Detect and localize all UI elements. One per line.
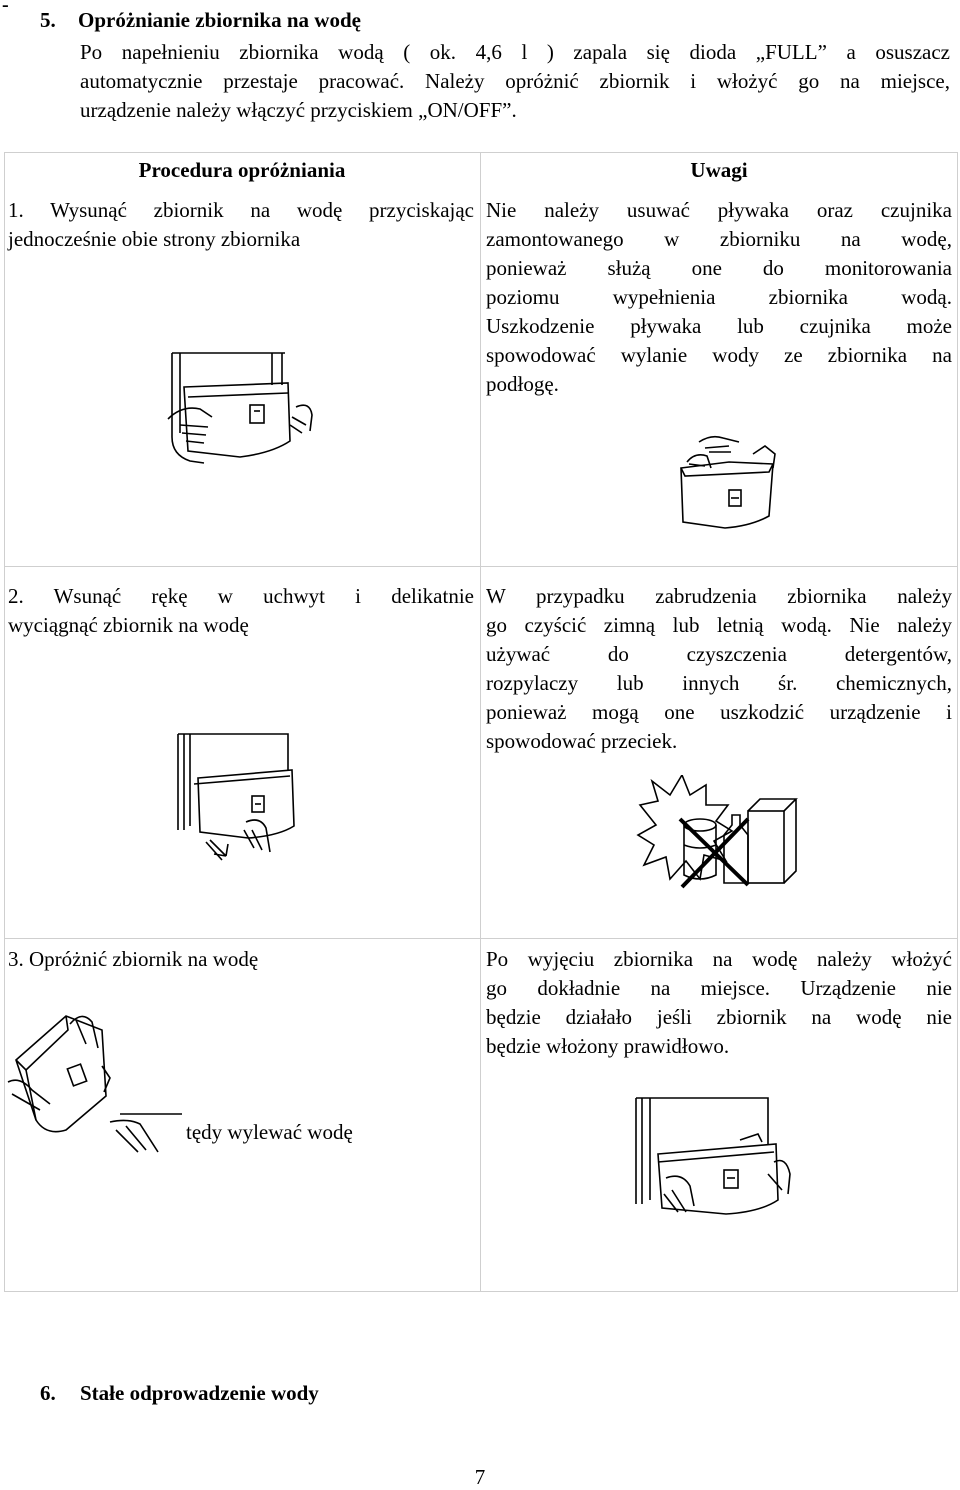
cell-line: podłogę.	[486, 372, 559, 396]
table-border-top	[4, 152, 958, 153]
cell-line: go dokładnie na miejsce. Urządzenie nie	[486, 976, 952, 1000]
row-2-procedure	[8, 582, 474, 640]
table-border-bottom	[4, 1291, 958, 1292]
cell-line: rozpylaczy lub innych śr. chemicznych,	[486, 671, 952, 695]
cell-line: spowodować przeciek.	[486, 729, 678, 753]
table-divider-vertical	[480, 152, 481, 1292]
illustration-pull-tank	[160, 345, 330, 470]
cell-line: Po wyjęciu zbiornika na wodę należy włożyć	[486, 947, 952, 971]
intro-paragraph	[80, 38, 950, 125]
cell-line: spowodować wylanie wody ze zbiornika na	[486, 343, 952, 367]
table-row-divider	[4, 938, 958, 939]
section-number: 6.	[40, 1381, 56, 1405]
row-2-notes	[486, 582, 952, 756]
cell-line: Nie należy usuwać pływaka oraz czujnika	[486, 198, 952, 222]
illustration-insert-tank	[628, 1094, 798, 1234]
illustration-tank-float	[665, 428, 795, 533]
cell-line: 1. Wysunąć zbiornik na wodę przyciskając	[8, 198, 474, 222]
table-header-notes: Uwagi	[690, 158, 748, 182]
cell-line: ponieważ służą one do monitorowania	[486, 256, 952, 280]
section-5-title	[40, 8, 361, 33]
pour-caption: tędy wylewać wodę	[186, 1120, 353, 1144]
table-row-divider	[4, 566, 958, 567]
row-3-notes	[486, 945, 952, 1061]
cell-line: 2. Wsunąć rękę w uchwyt i delikatnie	[8, 584, 474, 608]
section-6-title	[40, 1381, 319, 1406]
cell-line: W przypadku zabrudzenia zbiornika należy	[486, 584, 952, 608]
section-number: 5.	[40, 8, 56, 32]
cell-line: jednocześnie obie strony zbiornika	[8, 227, 301, 251]
table-border-left	[4, 152, 5, 1292]
table-header-procedure: Procedura opróżniania	[138, 158, 346, 182]
intro-line: Po napełnieniu zbiornika wodą ( ok. 4,6 l ) zapala się dioda „FULL” a osuszacz	[80, 40, 950, 64]
illustration-slide-tank	[170, 730, 310, 865]
row-1-procedure	[8, 196, 474, 254]
section-title-text: Opróżnianie zbiornika na wodę	[78, 8, 361, 32]
cell-line: wyciągnąć zbiornik na wodę	[8, 613, 249, 637]
row-1-notes	[486, 196, 952, 399]
cell-line: go czyścić zimną lub letnią wodą. Nie należy	[486, 613, 952, 637]
intro-line: automatycznie przestaje pracować. Należy opróżnić zbiornik i włożyć go na miejsce,	[80, 69, 950, 93]
row-3-procedure	[8, 945, 474, 974]
cell-line: będzie działało jeśli zbiornik na wodę nie	[486, 1005, 952, 1029]
cell-line: będzie włożony prawidłowo.	[486, 1034, 730, 1058]
cell-line: poziomu wypełnienia zbiornika wodą.	[486, 285, 952, 309]
cell-line: używać do czyszczenia detergentów,	[486, 642, 952, 666]
intro-line: urządzenie należy włączyć przyciskiem „ON/OFF”.	[80, 98, 517, 122]
illustration-no-chemicals	[636, 775, 802, 895]
section-title-text: Stałe odprowadzenie wody	[80, 1381, 319, 1405]
cell-line: ponieważ mogą one uszkodzić urządzenie i	[486, 700, 952, 724]
table-border-right	[957, 152, 958, 1292]
illustration-empty-tank	[6, 1000, 186, 1165]
page-dash: -	[2, 0, 9, 16]
cell-line: zamontowanego w zbiorniku na wodę,	[486, 227, 952, 251]
cell-line: Uszkodzenie pływaka lub czujnika może	[486, 314, 952, 338]
cell-line: 3. Opróżnić zbiornik na wodę	[8, 947, 259, 971]
page-number: 7	[474, 1465, 486, 1489]
